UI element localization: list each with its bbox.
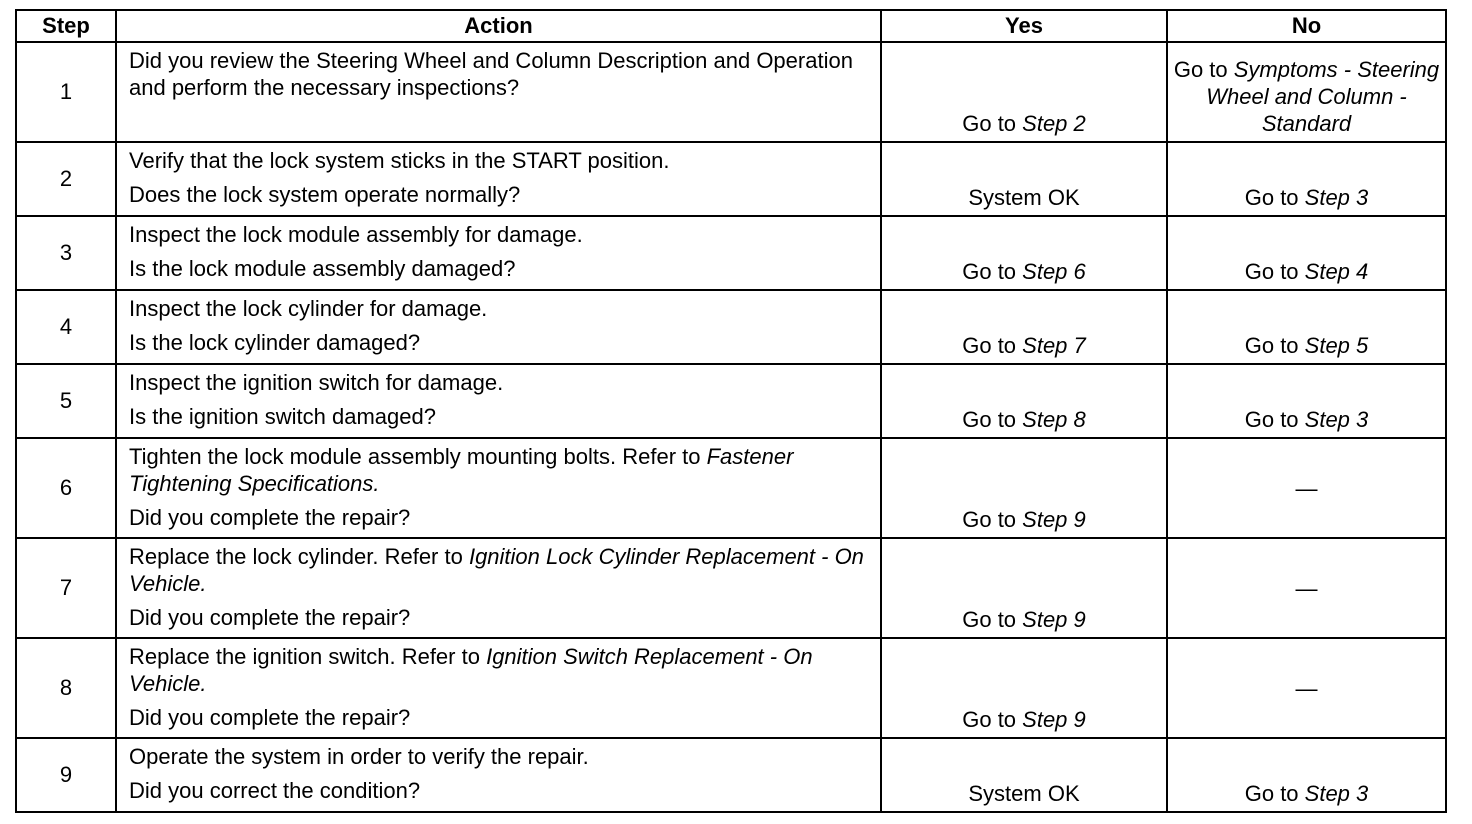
- diagnostic-table: [15, 9, 1447, 813]
- no-prefix: Go to: [1244, 781, 1305, 806]
- step-number: 8: [16, 638, 116, 738]
- action-question: Does the lock system operate normally?: [129, 182, 521, 207]
- table-row: [16, 42, 1446, 142]
- action-question: Did you correct the condition?: [129, 778, 421, 803]
- step-number: 7: [16, 538, 116, 638]
- no-cell-dash: —: [1167, 438, 1446, 538]
- no-cell: [1167, 216, 1446, 290]
- table-row: [16, 538, 1446, 638]
- yes-cell: [881, 638, 1167, 738]
- yes-cell: System OK: [881, 142, 1167, 216]
- yes-prefix: Go to: [962, 507, 1023, 532]
- action-cell: [116, 738, 881, 812]
- action-instruction: Inspect the lock module assembly for damage.: [129, 222, 583, 247]
- lock-cylinder-replacement-link[interactable]: Ignition Lock Cylinder Replacement - On Vehicle.: [129, 544, 864, 596]
- no-cell: [1167, 364, 1446, 438]
- yes-cell: [881, 42, 1167, 142]
- action-text: Did you review the Steering Wheel and Column Description and Operation and perform the necessary inspections?: [129, 48, 853, 100]
- table-row: [16, 216, 1446, 290]
- action-cell: [116, 438, 881, 538]
- action-instruction: Inspect the lock cylinder for damage.: [129, 296, 488, 321]
- yes-cell: [881, 438, 1167, 538]
- no-symptoms-link[interactable]: Symptoms - Steering Wheel and Column - Standard: [1206, 57, 1440, 136]
- step-number: 9: [16, 738, 116, 812]
- step-number: 3: [16, 216, 116, 290]
- step-number: 2: [16, 142, 116, 216]
- header-no: No: [1167, 10, 1446, 42]
- action-cell: [116, 364, 881, 438]
- action-question: Did you complete the repair?: [129, 705, 411, 730]
- action-cell: [116, 142, 881, 216]
- action-instruction: Tighten the lock module assembly mounting bolts. Refer to: [129, 444, 707, 469]
- no-prefix: Go to: [1244, 407, 1305, 432]
- table-header-row: [16, 10, 1446, 42]
- yes-step-link[interactable]: Step 9: [1022, 707, 1086, 732]
- yes-prefix: Go to: [962, 407, 1023, 432]
- yes-step-link[interactable]: Step 9: [1022, 607, 1086, 632]
- no-step-link[interactable]: Step 4: [1304, 259, 1369, 284]
- table-row: [16, 738, 1446, 812]
- action-cell: [116, 538, 881, 638]
- table-row: [16, 438, 1446, 538]
- yes-prefix: Go to: [962, 111, 1023, 136]
- yes-cell: [881, 538, 1167, 638]
- action-question: Did you complete the repair?: [129, 605, 411, 630]
- no-cell: [1167, 290, 1446, 364]
- no-step-link[interactable]: Step 3: [1304, 185, 1369, 210]
- action-instruction: Operate the system in order to verify the repair.: [129, 744, 589, 769]
- yes-step-link[interactable]: Step 9: [1022, 507, 1086, 532]
- no-step-link[interactable]: Step 5: [1304, 333, 1369, 358]
- action-instruction: Verify that the lock system sticks in the START position.: [129, 148, 670, 173]
- no-cell: [1167, 738, 1446, 812]
- no-prefix: Go to: [1244, 333, 1305, 358]
- no-cell-dash: —: [1167, 538, 1446, 638]
- table-row: [16, 142, 1446, 216]
- table-row: [16, 364, 1446, 438]
- action-cell: [116, 216, 881, 290]
- ignition-switch-replacement-link[interactable]: Ignition Switch Replacement - On Vehicle.: [129, 644, 813, 696]
- action-question: Is the lock cylinder damaged?: [129, 330, 421, 355]
- action-question: Is the lock module assembly damaged?: [129, 256, 516, 281]
- no-prefix: Go to: [1244, 185, 1305, 210]
- no-prefix: Go to: [1244, 259, 1305, 284]
- action-instruction: Replace the lock cylinder. Refer to: [129, 544, 469, 569]
- yes-cell: [881, 364, 1167, 438]
- action-cell: [116, 638, 881, 738]
- yes-prefix: Go to: [962, 259, 1023, 284]
- yes-step-link[interactable]: Step 7: [1022, 333, 1086, 358]
- no-step-link[interactable]: Step 3: [1304, 781, 1369, 806]
- no-step-link[interactable]: Step 3: [1304, 407, 1369, 432]
- no-cell: [1167, 142, 1446, 216]
- action-cell: [116, 290, 881, 364]
- action-instruction: Inspect the ignition switch for damage.: [129, 370, 504, 395]
- header-action: Action: [116, 10, 881, 42]
- yes-step-link[interactable]: Step 2: [1022, 111, 1086, 136]
- step-number: 5: [16, 364, 116, 438]
- yes-cell: [881, 216, 1167, 290]
- fastener-spec-link[interactable]: Fastener Tightening Specifications.: [129, 444, 794, 496]
- step-number: 4: [16, 290, 116, 364]
- no-cell-dash: —: [1167, 638, 1446, 738]
- action-question: Did you complete the repair?: [129, 505, 411, 530]
- action-question: Is the ignition switch damaged?: [129, 404, 436, 429]
- header-yes: Yes: [881, 10, 1167, 42]
- yes-prefix: Go to: [962, 707, 1023, 732]
- yes-prefix: Go to: [962, 607, 1023, 632]
- yes-step-link[interactable]: Step 8: [1022, 407, 1086, 432]
- no-prefix: Go to: [1173, 57, 1234, 82]
- yes-prefix: Go to: [962, 333, 1023, 358]
- step-number: 6: [16, 438, 116, 538]
- yes-cell: [881, 290, 1167, 364]
- table-row: [16, 290, 1446, 364]
- no-cell: [1167, 42, 1446, 142]
- header-step: Step: [16, 10, 116, 42]
- step-number: 1: [16, 42, 116, 142]
- yes-cell: System OK: [881, 738, 1167, 812]
- yes-step-link[interactable]: Step 6: [1022, 259, 1086, 284]
- table-row: [16, 638, 1446, 738]
- action-instruction: Replace the ignition switch. Refer to: [129, 644, 487, 669]
- action-cell: [116, 42, 881, 142]
